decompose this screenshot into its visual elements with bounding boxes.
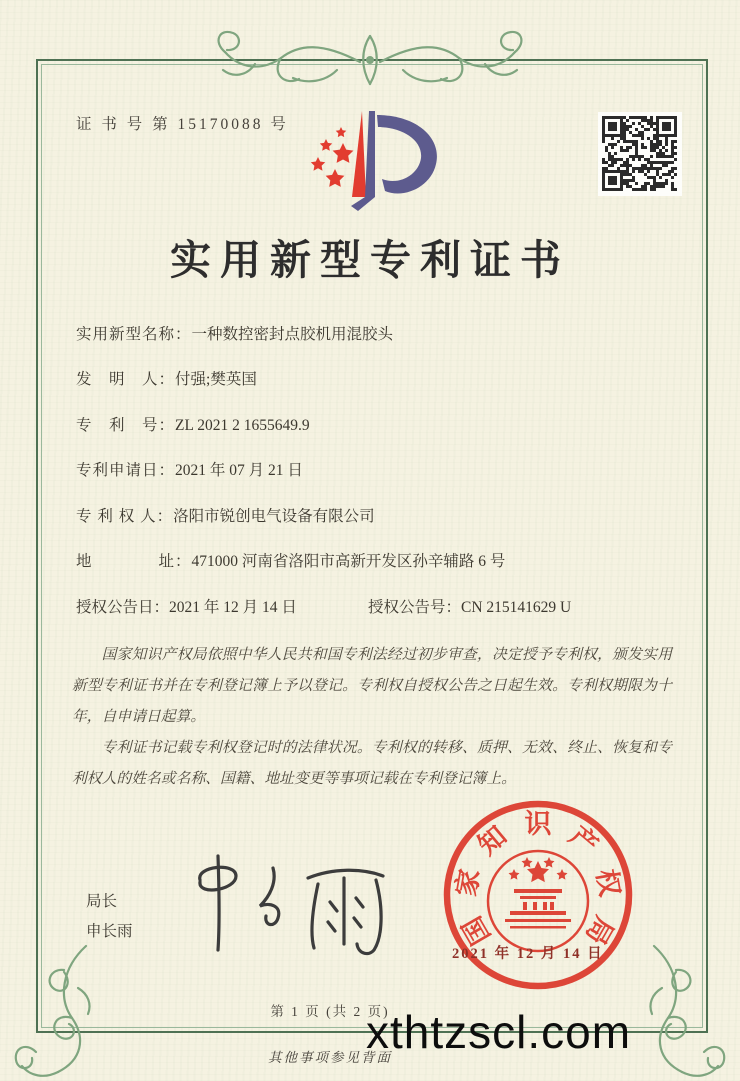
grant-date-label: 授权公告日： [76, 599, 170, 616]
grant-number-label: 授权公告号： [368, 599, 462, 616]
qr-code [598, 112, 682, 196]
field-value: 471000 河南省洛阳市高新开发区孙辛辅路 6 号 [191, 552, 506, 570]
page-number: 第 1 页 (共 2 页) [270, 1004, 390, 1019]
signer-title: 局长 [86, 893, 118, 910]
official-seal-stamp [438, 798, 638, 998]
svg-text:识: 识 [524, 809, 552, 839]
field-row-patentee [76, 504, 656, 549]
legal-paragraph-1: 国家知识产权局依照中华人民共和国专利法经过初步审查，决定授予专利权，颁发实用新型专利证书并在专利登记簿上予以登记。专利权自授权公告之日起生效。专利权期限为十年，自申请日起算。 [72, 647, 672, 725]
national-emblem-icon [488, 851, 588, 951]
grant-date-value: 2021 年 12 月 14 日 [169, 599, 297, 616]
field-label: 专 利 权 人： [76, 507, 174, 525]
svg-text:知: 知 [472, 820, 513, 861]
legal-paragraph-2: 专利证书记载专利权登记时的法律状况。专利权的转移、质押、无效、终止、恢复和专利权人的姓名或名称、国籍、地址变更等事项记载在专利登记簿上。 [72, 740, 672, 787]
signer-block [86, 887, 133, 947]
field-label: 地 址： [76, 552, 192, 570]
top-flourish-ornament [203, 24, 537, 98]
legal-text [72, 640, 672, 795]
back-side-note: 其他事项参见背面 [268, 1050, 392, 1065]
grant-row [76, 595, 656, 617]
field-list [76, 322, 656, 594]
svg-text:产: 产 [563, 820, 604, 861]
signature-handwriting [178, 850, 403, 962]
site-watermark: xthtzscl.com [366, 1006, 632, 1058]
field-label: 发 明 人： [76, 371, 176, 389]
svg-text:家: 家 [450, 866, 486, 899]
field-value: 洛阳市锐创电气设备有限公司 [173, 507, 375, 525]
field-row-name [76, 322, 656, 367]
field-value: ZL 2021 2 1655649.9 [175, 416, 310, 434]
field-row-patent-number [76, 413, 656, 458]
field-row-inventor [76, 367, 656, 412]
grant-number-value: CN 215141629 U [461, 599, 572, 616]
svg-text:局: 局 [579, 911, 620, 950]
signer-name: 申长雨 [86, 923, 133, 940]
field-row-application-date [76, 458, 656, 503]
field-label: 专 利 号： [76, 416, 176, 434]
field-row-address [76, 549, 656, 594]
cnipa-logo-icon [290, 101, 450, 215]
field-value: 2021 年 07 月 21 日 [175, 462, 303, 480]
certificate-title: 实用新型专利证书 [170, 237, 570, 283]
field-value: 付强;樊英国 [175, 371, 257, 389]
seal-date: 2021 年 12 月 14 日 [452, 946, 604, 962]
field-label: 专利申请日： [76, 462, 176, 480]
field-value: 一种数控密封点胶机用混胶头 [191, 326, 394, 343]
field-label: 实用新型名称： [76, 326, 192, 343]
svg-text:国: 国 [456, 911, 497, 950]
certificate-number: 证 书 号 第 15170088 号 [76, 116, 289, 133]
svg-text:权: 权 [590, 866, 626, 899]
